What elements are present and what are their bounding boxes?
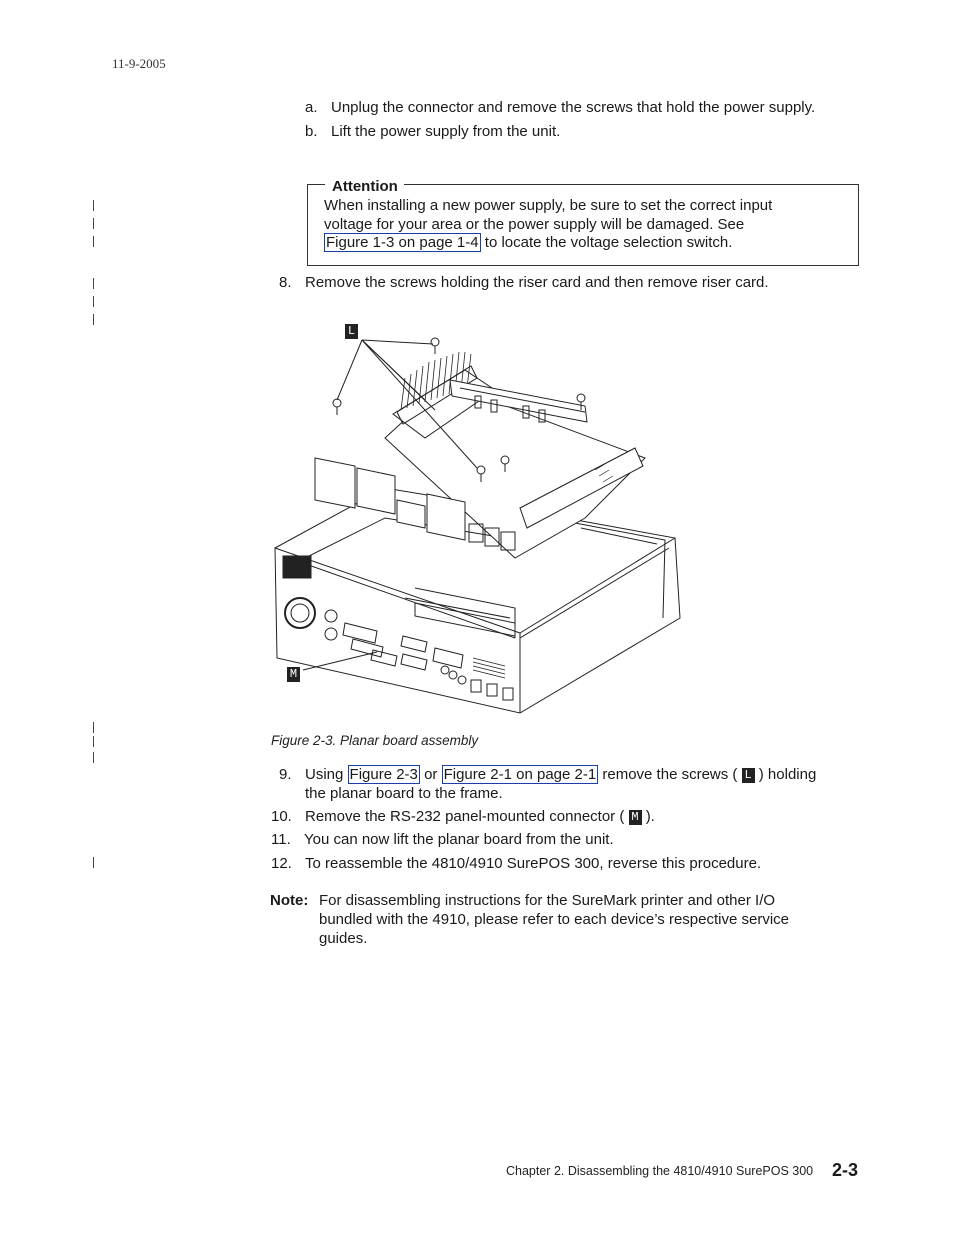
step-9-or: or [424,766,438,783]
substep-b-marker: b. [305,123,318,140]
revision-bar [93,200,94,211]
page-number: 2-3 [832,1160,859,1180]
substep-a-marker: a. [305,99,318,116]
revision-bar [93,857,94,868]
substep-b-text: Lift the power supply from the unit. [331,123,561,140]
step-10-marker: 10. [271,808,292,825]
step-8-marker: 8. [279,274,292,291]
revision-bar [93,236,94,247]
attention-line-2: voltage for your area or the power supply will be damaged. See [324,215,745,233]
step-9-holding: ) holding [758,766,817,783]
figure-2-3-link[interactable]: Figure 2-3 [349,766,418,783]
step-10-body: Remove the RS-232 panel-mounted connector ( [305,808,625,825]
step-8-text: Remove the screws holding the riser card and then remove riser card. [305,274,769,291]
attention-line-1: When installing a new power supply, be sure to set the correct input [324,197,773,214]
step-9-using: Using [305,766,344,783]
attention-line-3 [324,234,844,253]
attention-text [324,197,844,253]
revision-bar [93,296,94,307]
revision-bar [93,752,94,763]
step-11-text: You can now lift the planar board from the unit. [304,831,614,848]
step-11-marker: 11. [271,831,291,848]
note-label: Note: [270,892,309,909]
revision-bar [93,278,94,289]
callout-l-badge: L [345,324,358,339]
step-12-text: To reassemble the 4810/4910 SurePOS 300, reverse this procedure. [305,855,762,872]
note-line-2: bundled with the 4910, please refer to each device’s respective service [319,911,790,928]
note-line-1: For disassembling instructions for the SureMark printer and other I/O [319,892,776,909]
step-12-marker: 12. [271,855,292,872]
figure-caption: Figure 2-3. Planar board assembly [271,733,479,748]
revision-bar [93,218,94,229]
revision-bar [93,314,94,325]
revision-bar [93,736,94,747]
step-9-remove: remove the screws ( [602,766,738,783]
callout-m-inline: M [629,810,642,825]
substep-a-text: Unplug the connector and remove the screws that hold the power supply. [331,99,816,116]
callout-l-inline: L [742,768,755,783]
step-10-end: ). [645,808,655,825]
step-9-marker: 9. [279,766,292,783]
figure-2-1-link[interactable]: Figure 2-1 on page 2-1 [443,766,597,783]
attention-line-3-rest: to locate the voltage selection switch. [480,234,733,251]
callout-m [287,665,300,683]
attention-title: Attention [325,178,404,195]
figure-1-3-link[interactable]: Figure 1-3 on page 1-4 [326,234,479,251]
callout-m-badge: M [287,667,300,682]
callout-l [345,322,358,340]
note-line-3: guides. [319,930,368,947]
step-10-text [305,807,655,826]
revision-date: 11-9-2005 [112,56,166,71]
revision-bar [93,722,94,733]
footer-chapter: Chapter 2. Disassembling the 4810/4910 SurePOS 300 [506,1164,814,1178]
step-9-line-1 [305,765,816,784]
step-9-line-2: the planar board to the frame. [305,785,503,802]
planar-board-illustration [265,318,695,723]
